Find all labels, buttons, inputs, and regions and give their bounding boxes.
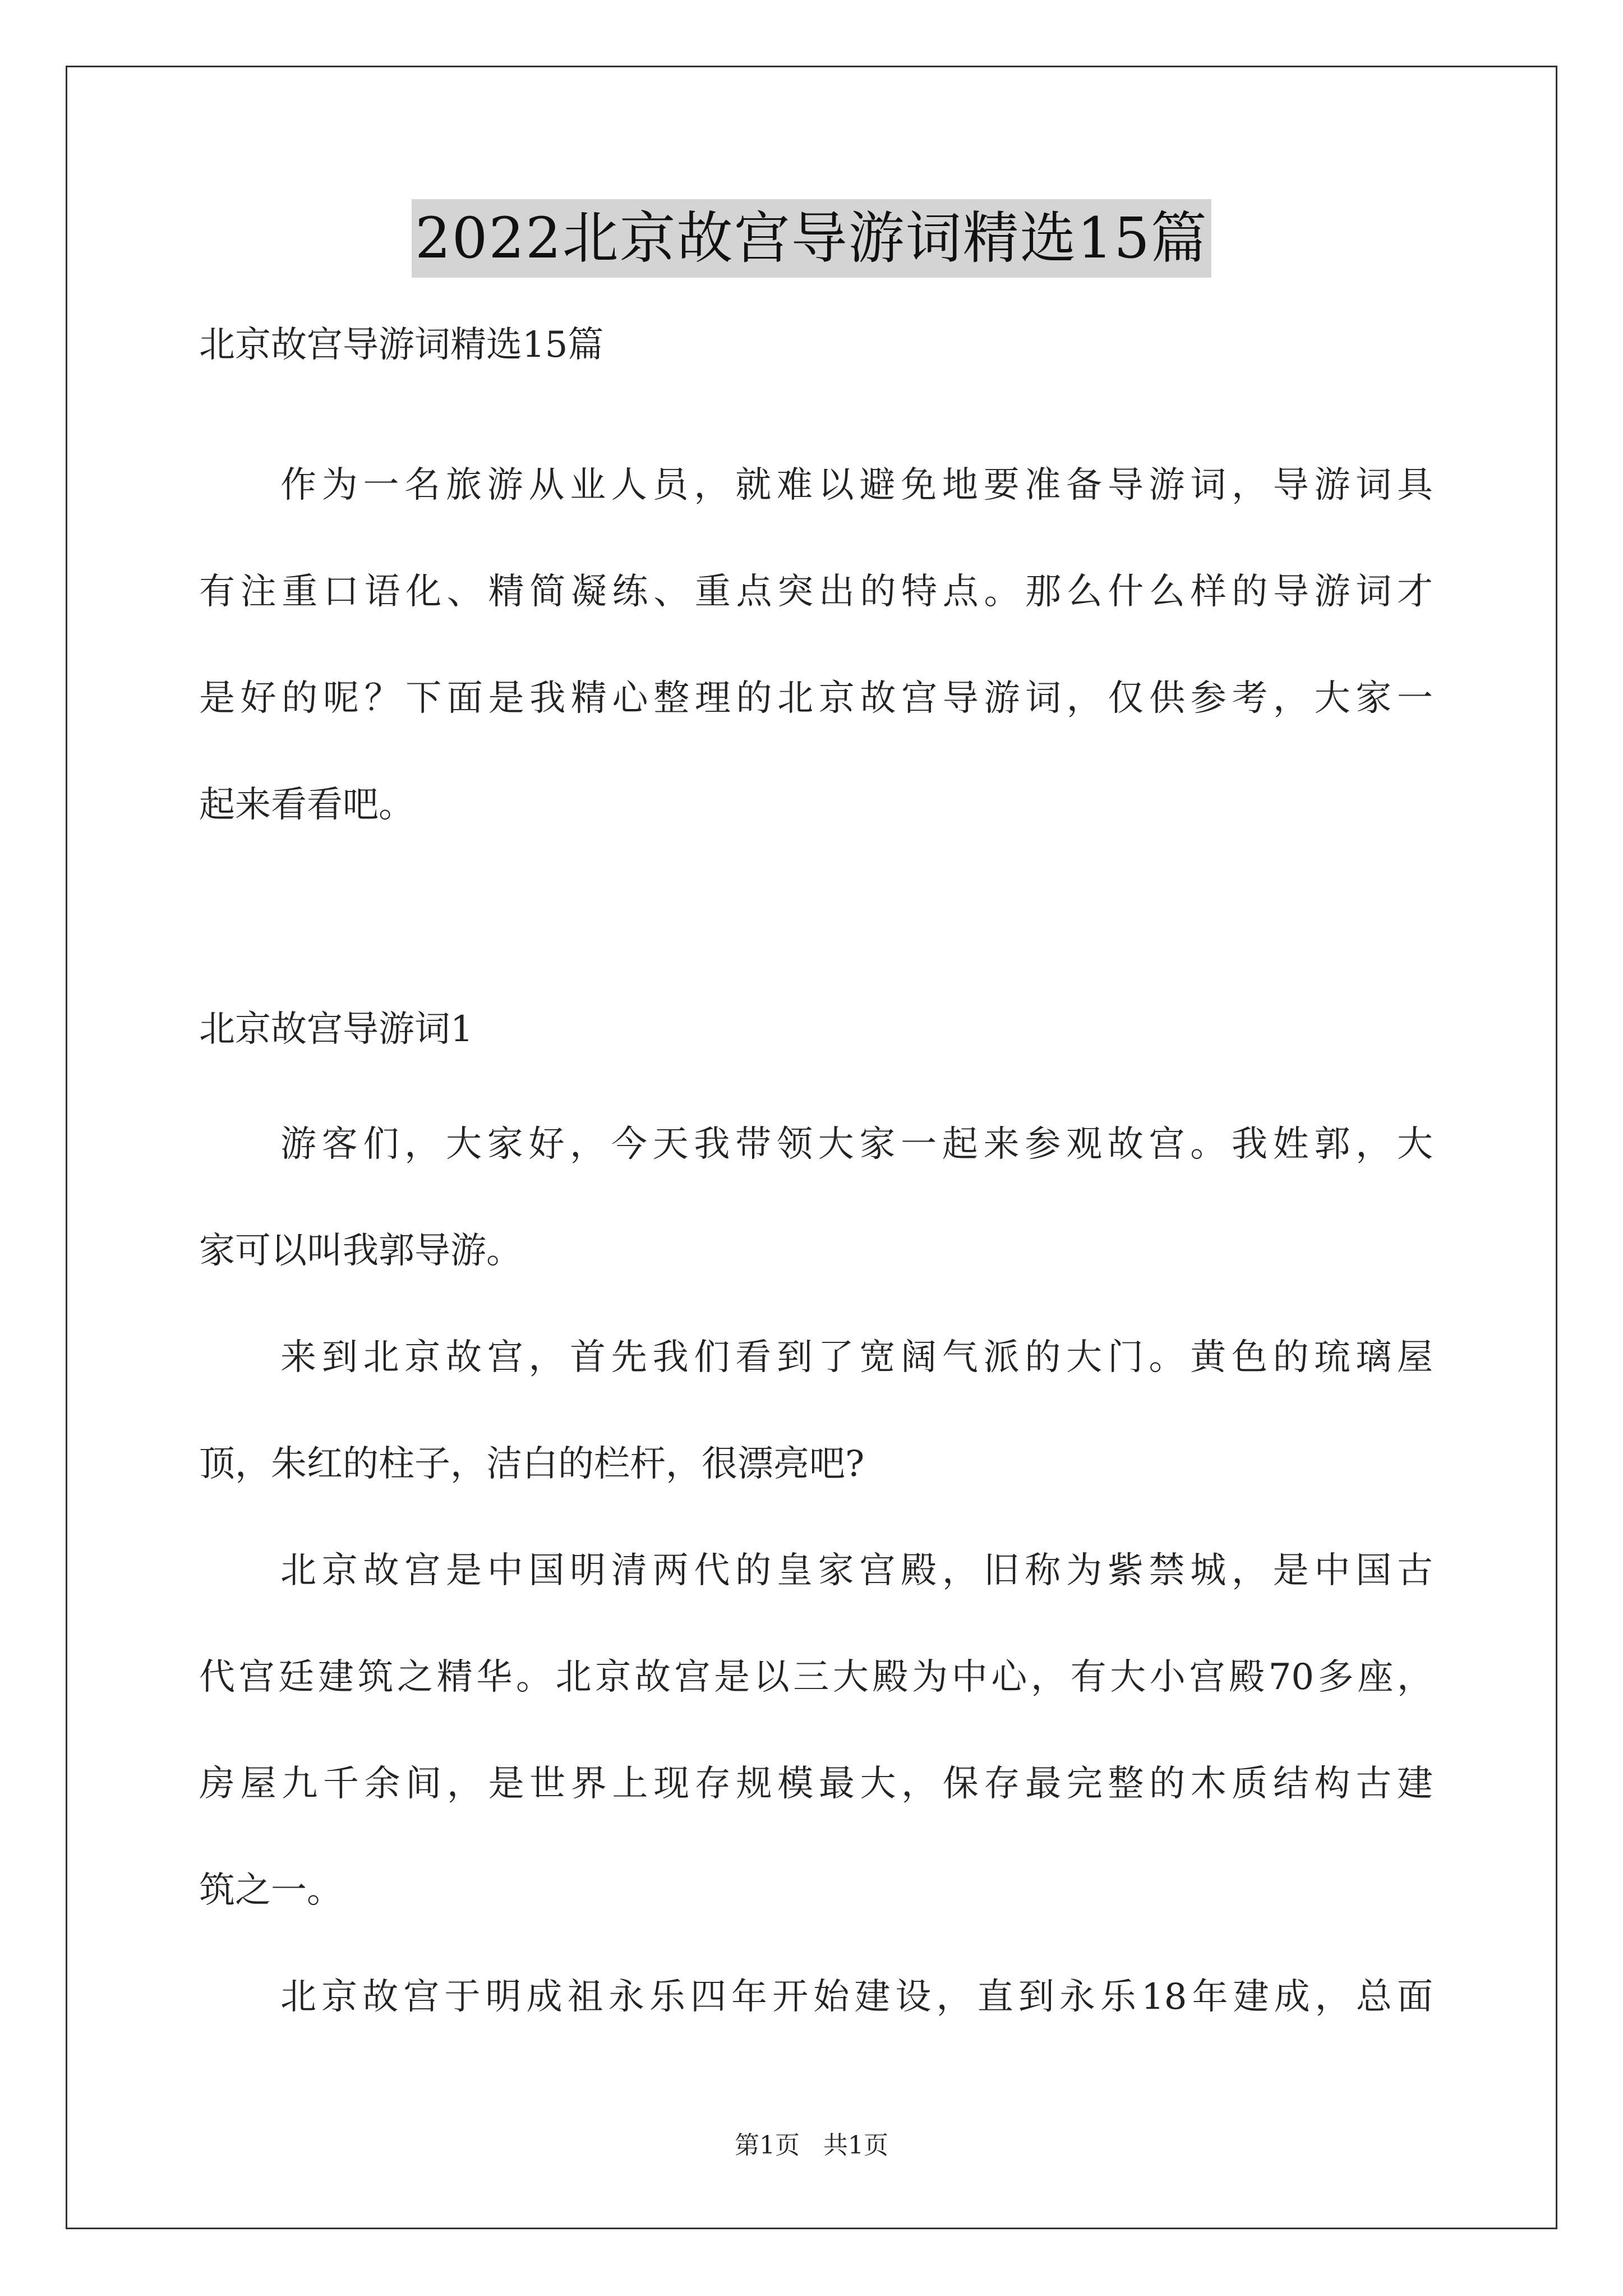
para-3-line-3: 房屋九千余间，是世界上现存规模最大，保存最完整的木质结构古建 <box>199 1763 1433 1805</box>
para-2-line-1: 来到北京故宫，首先我们看到了宽阔气派的大门。黄色的琉璃屋 <box>280 1337 1433 1378</box>
subtitle-line: 北京故宫导游词精选15篇 <box>199 324 604 366</box>
page-number-current: 第1页 <box>735 2131 800 2160</box>
para-3-line-1: 北京故宫是中国明清两代的皇家宫殿，旧称为紫禁城，是中国古 <box>280 1550 1433 1591</box>
section-heading-1: 北京故宫导游词1 <box>199 1009 473 1050</box>
para-3-line-2: 代宫廷建筑之精华。北京故宫是以三大殿为中心，有大小宫殿70多座， <box>199 1657 1433 1698</box>
page-number-total: 共1页 <box>823 2131 888 2160</box>
intro-line-3: 是好的呢？下面是我精心整理的北京故宫导游词，仅供参考，大家一 <box>199 678 1433 719</box>
para-1-line-1: 游客们，大家好，今天我带领大家一起来参观故宫。我姓郭，大 <box>280 1124 1433 1165</box>
para-4-line-1: 北京故宫于明成祖永乐四年开始建设，直到永乐18年建成，总面 <box>280 1976 1433 2018</box>
para-1-line-2: 家可以叫我郭导游。 <box>199 1230 522 1272</box>
para-2-line-2: 顶，朱红的柱子，洁白的栏杆，很漂亮吧? <box>199 1443 865 1485</box>
para-3-line-4: 筑之一。 <box>199 1870 343 1911</box>
title-container <box>0 199 1623 278</box>
intro-line-1: 作为一名旅游从业人员，就难以避免地要准备导游词，导游词具 <box>280 464 1433 506</box>
page-footer <box>0 2129 1623 2162</box>
intro-line-2: 有注重口语化、精简凝练、重点突出的特点。那么什么样的导游词才 <box>199 571 1433 613</box>
document-title: 2022北京故宫导游词精选15篇 <box>412 199 1211 278</box>
intro-line-4: 起来看看吧。 <box>199 784 414 826</box>
